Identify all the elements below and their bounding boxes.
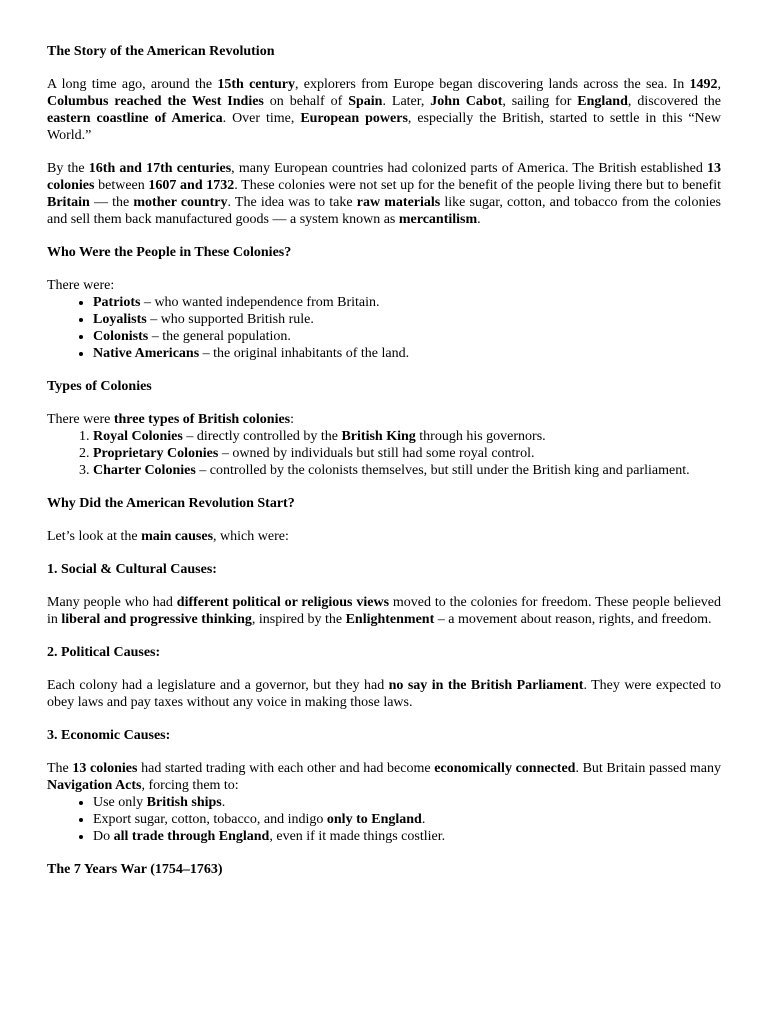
text-run: ,: [717, 77, 721, 92]
text-run: Let’s look at the: [47, 529, 142, 544]
text-run: Each colony had a legislature and a governor, but they had: [47, 678, 389, 693]
text-run: like sugar, cotton, and tobacco from the colonies and sell them back manufactured goods — a system known as: [47, 195, 721, 227]
bold-text: main causes: [141, 529, 214, 544]
text-run: – the general population.: [148, 329, 291, 344]
text-run: . But Britain passed many: [575, 761, 721, 776]
text-run: , which were:: [213, 529, 289, 544]
list-item: [93, 794, 721, 811]
bold-text: British King: [341, 429, 416, 444]
list-item: [93, 311, 721, 328]
people-list: [47, 294, 721, 362]
text-run: – controlled by the colonists themselves, but still under the British king and parliament.: [195, 463, 690, 478]
text-run: – a movement about reason, rights, and freedom.: [434, 612, 712, 627]
text-run: .: [221, 795, 226, 810]
text-run: , even if it made things costlier.: [269, 829, 446, 844]
text-run: By the: [47, 161, 89, 176]
text-run: , many European countries had colonized parts of America. The British established: [231, 161, 707, 176]
bold-text: no say in the British Parliament: [388, 678, 584, 693]
economic-heading: 3. Economic Causes:: [47, 728, 171, 743]
text-run: – the original inhabitants of the land.: [199, 346, 410, 361]
bold-text: 13 colonies: [47, 161, 721, 193]
text-run: – owned by individuals but still had some royal control.: [218, 446, 535, 461]
bold-text: Colonists: [93, 329, 149, 344]
types-intro: [47, 411, 721, 428]
bold-text: eastern coastline of America: [47, 111, 223, 126]
bold-text: British ships: [146, 795, 222, 810]
people-intro: There were:: [47, 278, 115, 293]
text-run: :: [290, 412, 295, 427]
bold-text: Royal Colonies: [93, 429, 183, 444]
social-heading: 1. Social & Cultural Causes:: [47, 562, 217, 577]
text-run: , discovered the: [627, 94, 721, 109]
bold-text: only to England: [326, 812, 422, 827]
text-run: . They were expected to obey laws and pay taxes without any voice in making those laws.: [47, 678, 722, 710]
text-run: .: [477, 212, 481, 227]
list-item: [93, 428, 721, 445]
text-run: – directly controlled by the: [182, 429, 342, 444]
social-paragraph: [47, 594, 721, 628]
bold-text: Britain: [47, 195, 90, 210]
text-run: Use only: [93, 795, 147, 810]
list-item: [93, 294, 721, 311]
bold-text: Native Americans: [93, 346, 200, 361]
bold-text: mercantilism: [398, 212, 478, 227]
text-run: Do: [93, 829, 114, 844]
bold-text: Navigation Acts: [47, 778, 142, 793]
bold-text: Proprietary Colonies: [93, 446, 219, 461]
text-run: through his governors.: [415, 429, 546, 444]
bold-text: John Cabot: [430, 94, 503, 109]
bold-text: England: [577, 94, 628, 109]
bold-text: liberal and progressive thinking: [61, 612, 252, 627]
bold-text: Charter Colonies: [93, 463, 196, 478]
text-run: , forcing them to:: [141, 778, 239, 793]
navigation-acts-list: [47, 794, 721, 845]
text-run: , especially the British, started to settle in this “New World.”: [47, 111, 721, 143]
text-run: , explorers from Europe began discovering lands across the sea. In: [294, 77, 690, 92]
list-item: [93, 328, 721, 345]
colonization-paragraph: [47, 160, 721, 228]
list-item: [93, 445, 721, 462]
text-run: Export sugar, cotton, tobacco, and indigo: [93, 812, 327, 827]
document-title: The Story of the American Revolution: [47, 44, 275, 59]
types-heading: Types of Colonies: [47, 379, 152, 394]
economic-paragraph: [47, 760, 721, 794]
bold-text: 1492: [689, 77, 718, 92]
bold-text: Patriots: [93, 295, 141, 310]
list-item: [93, 811, 721, 828]
text-run: had started trading with each other and had become: [137, 761, 435, 776]
list-item: [93, 345, 721, 362]
bold-text: three types of British colonies: [113, 412, 291, 427]
text-run: on behalf of: [263, 94, 349, 109]
bold-text: raw materials: [356, 195, 441, 210]
text-run: Many people who had: [47, 595, 177, 610]
bold-text: different political or religious views: [176, 595, 390, 610]
text-run: The: [47, 761, 73, 776]
war-heading: The 7 Years War (1754–1763): [47, 862, 223, 877]
bold-text: 15th century: [217, 77, 295, 92]
people-heading: Who Were the People in These Colonies?: [47, 245, 292, 260]
text-run: , inspired by the: [251, 612, 346, 627]
list-item: [93, 462, 721, 479]
bold-text: economically connected: [434, 761, 576, 776]
list-item: [93, 828, 721, 845]
text-run: There were: [47, 412, 114, 427]
text-run: moved to the colonies for freedom. These people believed in: [47, 595, 722, 627]
political-paragraph: [47, 677, 721, 711]
bold-text: Enlightenment: [345, 612, 435, 627]
bold-text: Columbus reached the West Indies: [47, 94, 264, 109]
why-heading: Why Did the American Revolution Start?: [47, 496, 295, 511]
text-run: – who supported British rule.: [146, 312, 314, 327]
intro-paragraph: [47, 76, 721, 144]
text-run: . The idea was to take: [227, 195, 357, 210]
text-run: . Later,: [382, 94, 431, 109]
text-run: between: [94, 178, 149, 193]
bold-text: 16th and 17th centuries: [88, 161, 232, 176]
bold-text: Loyalists: [93, 312, 147, 327]
bold-text: 1607 and 1732: [148, 178, 235, 193]
types-list: [47, 428, 721, 479]
text-run: , sailing for: [502, 94, 578, 109]
bold-text: Spain: [348, 94, 383, 109]
bold-text: all trade through England: [113, 829, 270, 844]
bold-text: 13 colonies: [72, 761, 138, 776]
text-run: A long time ago, around the: [47, 77, 218, 92]
text-run: . These colonies were not set up for the benefit of the people living there but to benefit: [234, 178, 721, 193]
bold-text: mother country: [133, 195, 228, 210]
why-intro: [47, 528, 721, 545]
text-run: . Over time,: [222, 111, 301, 126]
political-heading: 2. Political Causes:: [47, 645, 161, 660]
text-run: — the: [89, 195, 134, 210]
text-run: .: [421, 812, 426, 827]
bold-text: European powers: [300, 111, 408, 126]
text-run: – who wanted independence from Britain.: [140, 295, 380, 310]
